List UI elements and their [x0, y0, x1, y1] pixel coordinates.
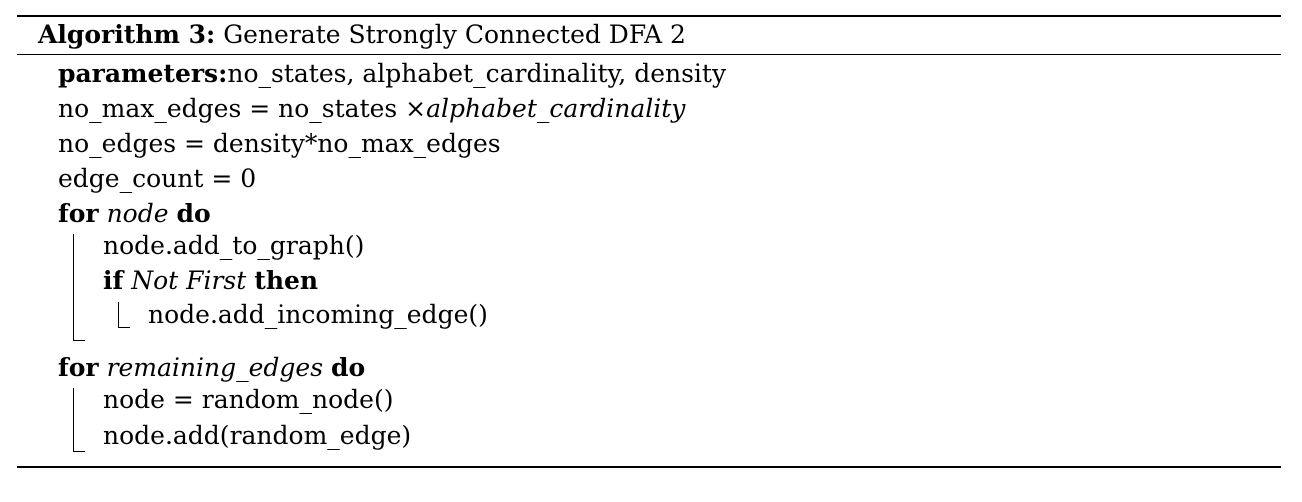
add-random-edge-line: node.add(random_edge) — [103, 421, 412, 450]
if-keyword: if — [103, 266, 124, 295]
do2-keyword: do — [331, 353, 366, 382]
add-incoming-edge-line: node.add_incoming_edge() — [148, 300, 488, 329]
if-block-bar — [118, 302, 119, 327]
max-edges-text: no_max_edges = no_states × — [58, 94, 427, 123]
for2-keyword: for — [58, 353, 99, 382]
for-node-line — [58, 197, 211, 231]
parameters-text: no_states, alphabet_cardinality, density — [227, 59, 727, 88]
algorithm-name: Generate Strongly Connected DFA 2 — [223, 20, 686, 49]
header-rule — [17, 54, 1281, 55]
for-node-block-bar — [73, 234, 74, 340]
parameters-keyword: parameters: — [58, 59, 228, 88]
if-block-end — [118, 327, 130, 328]
for-node-var: node — [106, 199, 169, 228]
add-to-graph-line: node.add_to_graph() — [103, 231, 365, 260]
for-node-block-end — [73, 340, 85, 341]
top-rule — [17, 15, 1281, 17]
bottom-rule — [17, 466, 1281, 468]
algorithm-title — [38, 18, 686, 52]
if-not-first-line — [103, 264, 318, 298]
edge-count-line: edge_count = 0 — [58, 164, 257, 193]
for-remaining-block-end — [73, 451, 85, 452]
for-remaining-block-bar — [73, 388, 74, 451]
do-keyword: do — [176, 199, 211, 228]
no-edges-line: no_edges = density*no_max_edges — [58, 129, 501, 158]
parameters-line — [58, 57, 726, 91]
max-edges-italic: alphabet_cardinality — [426, 94, 686, 123]
if-condition: Not First — [131, 266, 247, 295]
random-node-line: node = random_node() — [103, 385, 394, 414]
for2-var: remaining_edges — [106, 353, 324, 382]
max-edges-line — [58, 92, 685, 126]
for-remaining-line — [58, 351, 365, 385]
algorithm-label: Algorithm 3: — [38, 20, 216, 49]
for-keyword: for — [58, 199, 99, 228]
then-keyword: then — [254, 266, 319, 295]
